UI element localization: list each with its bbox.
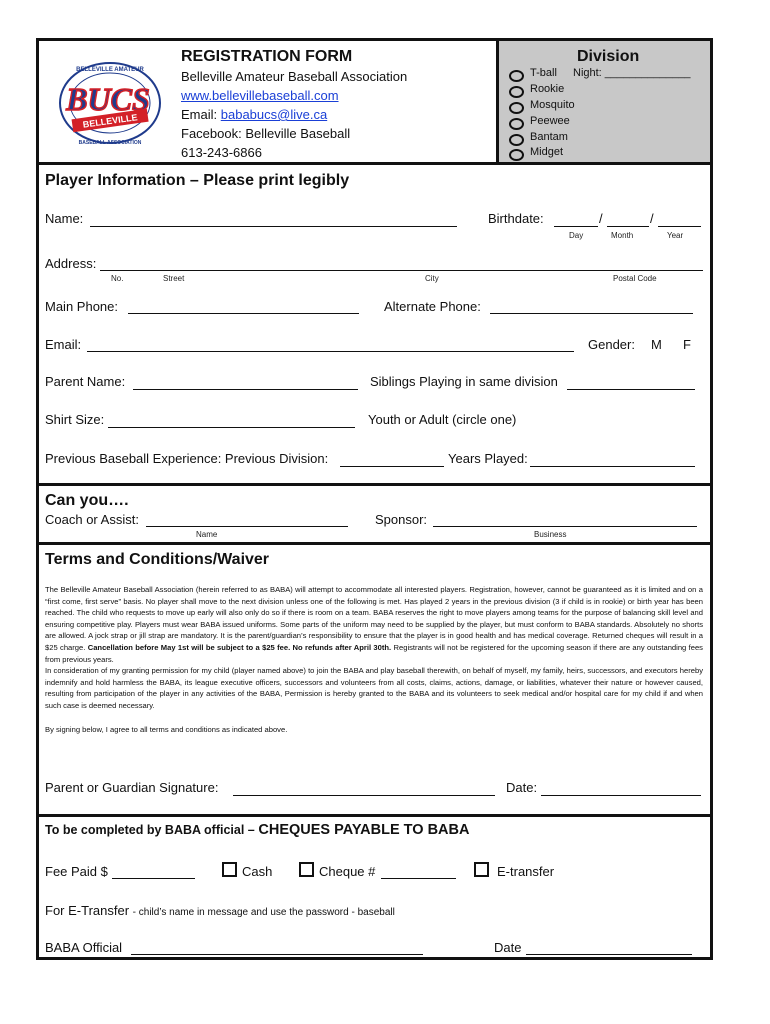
org-email-link[interactable]: bababucs@live.ca	[220, 107, 328, 122]
gender-label: Gender:	[588, 337, 635, 352]
parent-label: Parent Name:	[45, 374, 126, 389]
email-label: Email:	[45, 337, 82, 352]
coach-field[interactable]	[146, 526, 348, 527]
birth-month-field[interactable]	[607, 226, 649, 227]
cheque-number-field[interactable]	[381, 878, 456, 879]
shirt-field[interactable]	[108, 427, 355, 428]
years-played-label: Years Played:	[448, 451, 528, 466]
birthdate-label: Birthdate:	[488, 211, 544, 226]
svg-text:BASEBALL ASSOCIATION: BASEBALL ASSOCIATION	[78, 140, 142, 146]
org-email-label: Email:	[181, 107, 218, 122]
etransfer-note-a: For E-Transfer	[45, 903, 130, 918]
division-title: Division	[577, 48, 640, 65]
terms-p1-bold: Cancellation before May 1st will be subject to a $25 fee. No refunds after April 30th.	[87, 642, 392, 652]
alt-phone-field[interactable]	[490, 313, 693, 314]
org-facebook: Facebook: Belleville Baseball	[181, 126, 351, 141]
division-radio-tball[interactable]	[509, 70, 524, 82]
cash-label: Cash	[242, 864, 273, 879]
website-link[interactable]: www.bellevillebaseball.com	[181, 88, 339, 103]
shirt-label: Shirt Size:	[45, 412, 105, 427]
address-street-sub: Street	[163, 274, 185, 283]
org-email	[181, 107, 327, 122]
etransfer-checkbox[interactable]	[474, 862, 489, 877]
address-label: Address:	[45, 256, 97, 271]
signature-date-label: Date:	[506, 780, 538, 795]
player-heading: Player Information – Please print legibly	[45, 172, 350, 189]
coach-label: Coach or Assist:	[45, 512, 139, 527]
siblings-label: Siblings Playing in same division	[370, 374, 558, 389]
cheque-label: Cheque #	[319, 864, 376, 879]
main-phone-label: Main Phone:	[45, 299, 118, 314]
etransfer-note	[45, 903, 395, 918]
sponsor-field[interactable]	[433, 526, 697, 527]
fee-field[interactable]	[112, 878, 195, 879]
gender-f[interactable]: F	[683, 337, 691, 352]
signature-label: Parent or Guardian Signature:	[45, 780, 219, 795]
sponsor-label: Sponsor:	[375, 512, 428, 527]
coach-sub: Name	[196, 530, 218, 539]
previous-division-field[interactable]	[340, 466, 444, 467]
youth-adult-label[interactable]: Youth or Adult (circle one)	[368, 412, 517, 427]
official-field[interactable]	[131, 954, 423, 955]
org-phone: 613-243-6866	[181, 145, 262, 160]
name-field[interactable]	[90, 226, 457, 227]
division-radio-midget[interactable]	[509, 149, 524, 161]
division-label-tball: T-ball	[530, 67, 557, 79]
birth-slash-2: /	[650, 211, 654, 226]
svg-text:BELLEVILLE AMATEUR: BELLEVILLE AMATEUR	[76, 67, 144, 73]
org-name: Belleville Amateur Baseball Association	[181, 69, 408, 84]
svg-text:BUCS: BUCS	[66, 81, 150, 117]
fee-label: Fee Paid $	[45, 864, 108, 879]
signature-date-field[interactable]	[541, 795, 701, 796]
division-label-mosquito: Mosquito	[530, 99, 575, 111]
svg-text:BELLEVILLE: BELLEVILLE	[82, 112, 139, 130]
bucs-logo	[52, 58, 168, 148]
terms-p1a: The Belleville Amateur Baseball Association (herein referred to as BABA) will attempt to accommodate all interested players. Registration, however, cannot be guaranteed as it is limited and on a “first come, first serve” basis. No player shall move to the next division unless one of the following is met. Has played 2 years in the previous division (3 if child is in rookie) or birth year has been reached. The child who requests to move up early will also only do so if there is room on a team. BABA reserves the right to move players among teams for the purpose of balancing skill level and ensuring competitive play. Players must wear BABA issued uniforms. Some parts of the uniform may need to be supplied by the player, but must conform to BABA standards. Absolutely no shorts are allowed. A jock strap or jill strap are mandatory. It is the parent/guardian’s responsibility to ensure that the player is in good health and has medical coverage. Returned cheques will result in a $25 charge.	[45, 585, 703, 652]
signature-field[interactable]	[233, 795, 495, 796]
terms-paragraph-2: In consideration of my granting permission for my child (player named above) to join the BABA and play baseball therewith, on behalf of myself, my family, heirs, successors, and executors hereby indemnify and hold harmless the BABA, its league executive officers, successors and volunteers from all costs, claims, actions, damage, or liabilities, whatever their nature or however caused, resulting from participation of the player in any activities of the BABA, Permission is hereby granted to the BABA and its volunteers to seek medical and/or hospital care for my child if and when such case is deemed necessary.	[45, 666, 703, 710]
etransfer-note-b: - child’s name in message and use the password - baseball	[132, 907, 395, 918]
gender-m[interactable]: M	[651, 337, 662, 352]
official-heading	[45, 822, 469, 838]
division-radio-rookie[interactable]	[509, 86, 524, 98]
official-heading-a: To be completed by BABA official –	[45, 823, 255, 837]
birth-year-sub: Year	[667, 231, 684, 240]
division-radio-peewee[interactable]	[509, 118, 524, 130]
divider-header	[36, 162, 713, 165]
years-played-field[interactable]	[530, 466, 695, 467]
official-heading-b: CHEQUES PAYABLE TO BABA	[258, 822, 470, 838]
cash-checkbox[interactable]	[222, 862, 237, 877]
address-postal-sub: Postal Code	[613, 274, 657, 283]
terms-paragraph-1	[45, 584, 703, 665]
cheque-checkbox[interactable]	[299, 862, 314, 877]
division-radio-bantam[interactable]	[509, 134, 524, 146]
official-date-label: Date	[494, 940, 522, 955]
division-night: Night: ______________	[573, 67, 691, 79]
terms-heading: Terms and Conditions/Waiver	[45, 551, 270, 568]
division-label-peewee: Peewee	[530, 115, 570, 127]
sponsor-sub: Business	[534, 530, 567, 539]
address-no-sub: No.	[111, 274, 124, 283]
form-title: REGISTRATION FORM	[181, 48, 353, 65]
division-label-rookie: Rookie	[530, 83, 565, 95]
terms-paragraph-3: By signing below, I agree to all terms and conditions as indicated above.	[45, 724, 288, 734]
division-label-midget: Midget	[530, 146, 564, 158]
division-label-bantam: Bantam	[530, 131, 568, 143]
terms-text	[45, 584, 703, 735]
etransfer-label: E-transfer	[497, 864, 555, 879]
address-city-sub: City	[425, 274, 439, 283]
alt-phone-label: Alternate Phone:	[384, 299, 481, 314]
birth-day-field[interactable]	[554, 226, 598, 227]
birth-month-sub: Month	[611, 231, 634, 240]
can-you-heading: Can you….	[45, 492, 129, 509]
terms-p1b: Registrants will not be registered for the upcoming season if there are any outstanding fees from previous years.	[45, 642, 703, 664]
main-phone-field[interactable]	[128, 313, 359, 314]
official-label: BABA Official	[45, 940, 123, 955]
divider-terms	[36, 814, 713, 817]
name-label: Name:	[45, 211, 84, 226]
address-field[interactable]	[100, 270, 703, 271]
official-date-field[interactable]	[526, 954, 692, 955]
parent-field[interactable]	[133, 389, 358, 390]
birth-year-field[interactable]	[658, 226, 701, 227]
divider-can-you	[36, 542, 713, 545]
siblings-field[interactable]	[567, 389, 695, 390]
experience-label: Previous Baseball Experience: Previous Division:	[45, 451, 329, 466]
header-divider	[496, 41, 499, 162]
birth-slash-1: /	[599, 211, 603, 226]
divider-player	[36, 483, 713, 486]
division-radio-mosquito[interactable]	[509, 102, 524, 114]
email-field[interactable]	[87, 351, 574, 352]
birth-day-sub: Day	[569, 231, 584, 240]
